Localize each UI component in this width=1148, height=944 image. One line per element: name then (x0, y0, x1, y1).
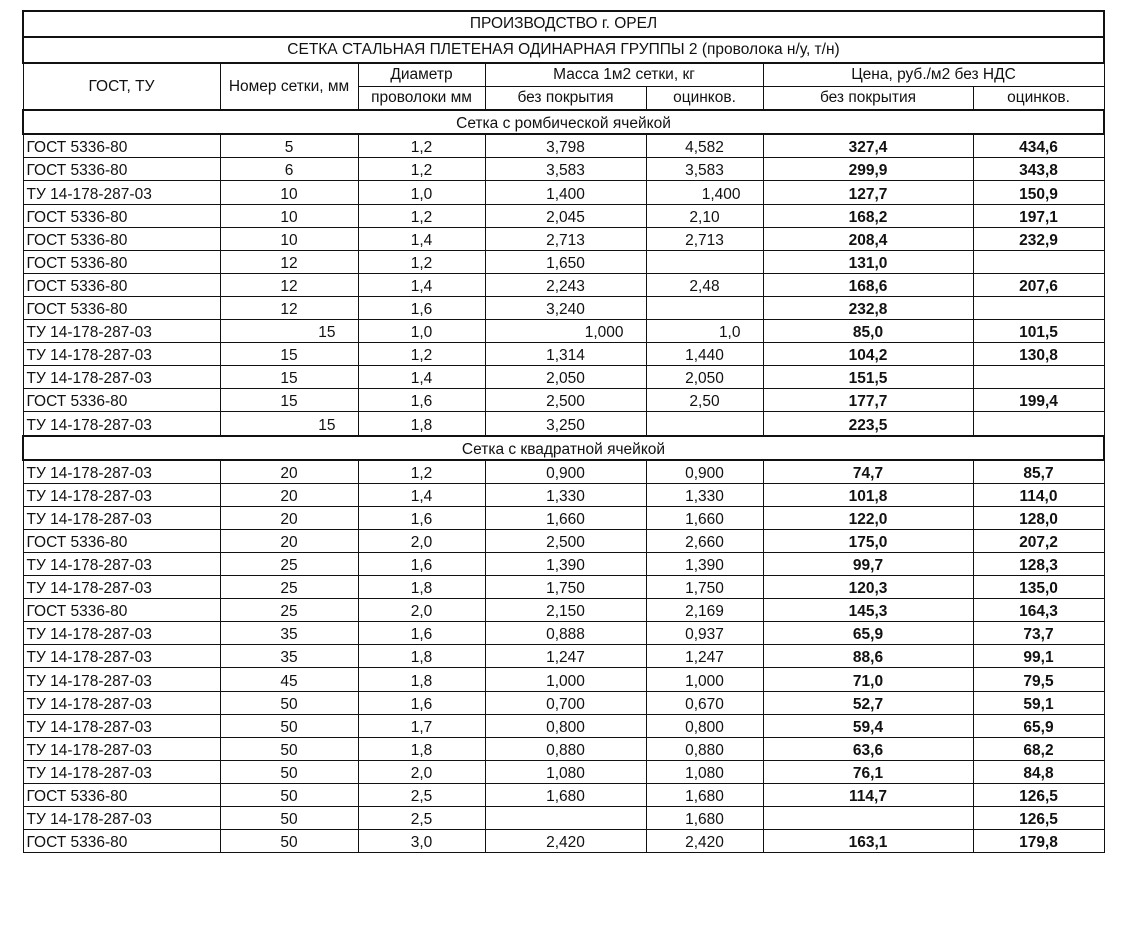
section-row (23, 110, 1104, 134)
cell-mass-plain: 2,243 (485, 273, 646, 296)
cell-mass-plain: 0,900 (485, 460, 646, 484)
cell-price-zinc: 59,1 (973, 691, 1104, 714)
cell-gost: ТУ 14-178-287-03 (23, 460, 220, 484)
cell-mass-plain: 3,583 (485, 158, 646, 181)
cell-wire-diameter: 1,6 (358, 506, 485, 529)
cell-wire-diameter: 1,4 (358, 483, 485, 506)
table-row (23, 273, 1104, 296)
cell-mesh-number: 50 (220, 760, 358, 783)
cell-price-plain: 232,8 (763, 296, 973, 319)
cell-price-zinc: 179,8 (973, 830, 1104, 853)
cell-price-zinc: 130,8 (973, 343, 1104, 366)
cell-mass-zinc: 1,0 (646, 320, 763, 343)
cell-mass-plain: 0,800 (485, 714, 646, 737)
cell-mass-zinc: 3,583 (646, 158, 763, 181)
cell-mass-zinc: 0,880 (646, 737, 763, 760)
cell-wire-diameter: 1,2 (358, 158, 485, 181)
cell-mesh-number: 12 (220, 250, 358, 273)
cell-price-zinc: 84,8 (973, 760, 1104, 783)
header-mass: Масса 1м2 сетки, кг (485, 63, 763, 87)
cell-mass-zinc: 2,050 (646, 366, 763, 389)
cell-price-zinc: 343,8 (973, 158, 1104, 181)
cell-mesh-number: 35 (220, 645, 358, 668)
cell-mesh-number: 20 (220, 460, 358, 484)
cell-mass-zinc: 2,169 (646, 599, 763, 622)
cell-wire-diameter: 1,7 (358, 714, 485, 737)
cell-wire-diameter: 1,2 (358, 250, 485, 273)
table-subtitle: СЕТКА СТАЛЬНАЯ ПЛЕТЕНАЯ ОДИНАРНАЯ ГРУППЫ 2 (проволока н/у, т/н) (23, 37, 1104, 63)
table-row (23, 134, 1104, 158)
cell-mesh-number: 50 (220, 783, 358, 806)
cell-price-plain: 208,4 (763, 227, 973, 250)
cell-price-plain: 168,2 (763, 204, 973, 227)
table-row (23, 783, 1104, 806)
cell-price-plain: 151,5 (763, 366, 973, 389)
cell-wire-diameter: 1,4 (358, 227, 485, 250)
table-row (23, 343, 1104, 366)
cell-mass-zinc: 1,330 (646, 483, 763, 506)
cell-wire-diameter: 1,8 (358, 645, 485, 668)
cell-mass-plain: 1,750 (485, 576, 646, 599)
cell-gost: ГОСТ 5336-80 (23, 227, 220, 250)
cell-mass-plain: 3,250 (485, 412, 646, 436)
table-row (23, 760, 1104, 783)
section-title: Сетка с квадратной ячейкой (23, 436, 1104, 460)
table-row (23, 691, 1104, 714)
cell-wire-diameter: 1,6 (358, 389, 485, 412)
cell-mass-zinc (646, 296, 763, 319)
cell-gost: ТУ 14-178-287-03 (23, 576, 220, 599)
cell-mass-plain: 3,240 (485, 296, 646, 319)
table-row (23, 599, 1104, 622)
cell-gost: ТУ 14-178-287-03 (23, 807, 220, 830)
cell-mesh-number: 50 (220, 807, 358, 830)
cell-mesh-number: 20 (220, 483, 358, 506)
table-row (23, 227, 1104, 250)
cell-wire-diameter: 1,8 (358, 737, 485, 760)
cell-mass-zinc: 1,750 (646, 576, 763, 599)
cell-price-plain: 223,5 (763, 412, 973, 436)
cell-price-plain: 99,7 (763, 552, 973, 575)
price-table (22, 10, 1105, 853)
cell-mass-zinc (646, 250, 763, 273)
table-row (23, 737, 1104, 760)
table-row (23, 460, 1104, 484)
cell-gost: ГОСТ 5336-80 (23, 134, 220, 158)
cell-mesh-number: 20 (220, 529, 358, 552)
cell-mass-plain: 1,247 (485, 645, 646, 668)
table-row (23, 181, 1104, 204)
table-row (23, 158, 1104, 181)
cell-price-plain: 327,4 (763, 134, 973, 158)
cell-mass-plain: 1,000 (485, 668, 646, 691)
table-row (23, 483, 1104, 506)
cell-wire-diameter: 1,8 (358, 412, 485, 436)
cell-price-zinc (973, 296, 1104, 319)
cell-wire-diameter: 3,0 (358, 830, 485, 853)
cell-gost: ГОСТ 5336-80 (23, 250, 220, 273)
header-mass-zinc: оцинков. (646, 87, 763, 111)
cell-mesh-number: 50 (220, 830, 358, 853)
cell-gost: ГОСТ 5336-80 (23, 204, 220, 227)
cell-price-plain: 104,2 (763, 343, 973, 366)
cell-mass-plain: 1,390 (485, 552, 646, 575)
cell-price-plain: 63,6 (763, 737, 973, 760)
cell-mass-plain: 0,880 (485, 737, 646, 760)
cell-gost: ТУ 14-178-287-03 (23, 412, 220, 436)
header-price: Цена, руб./м2 без НДС (763, 63, 1104, 87)
cell-price-zinc (973, 250, 1104, 273)
cell-mass-plain: 2,713 (485, 227, 646, 250)
cell-price-zinc: 101,5 (973, 320, 1104, 343)
cell-mass-zinc: 1,680 (646, 807, 763, 830)
cell-mesh-number: 15 (220, 366, 358, 389)
cell-price-plain: 59,4 (763, 714, 973, 737)
header-diameter: Диаметр (358, 63, 485, 87)
cell-mesh-number: 50 (220, 737, 358, 760)
cell-price-plain: 120,3 (763, 576, 973, 599)
cell-mass-zinc: 0,900 (646, 460, 763, 484)
cell-price-zinc: 197,1 (973, 204, 1104, 227)
cell-mesh-number: 15 (220, 412, 358, 436)
cell-wire-diameter: 1,6 (358, 691, 485, 714)
cell-price-zinc: 207,2 (973, 529, 1104, 552)
cell-gost: ТУ 14-178-287-03 (23, 181, 220, 204)
cell-gost: ТУ 14-178-287-03 (23, 668, 220, 691)
header-price-zinc: оцинков. (973, 87, 1104, 111)
cell-wire-diameter: 2,0 (358, 760, 485, 783)
table-title: ПРОИЗВОДСТВО г. ОРЕЛ (23, 11, 1104, 37)
cell-gost: ТУ 14-178-287-03 (23, 320, 220, 343)
cell-mass-plain: 1,330 (485, 483, 646, 506)
cell-price-plain: 177,7 (763, 389, 973, 412)
table-row (23, 622, 1104, 645)
cell-gost: ТУ 14-178-287-03 (23, 622, 220, 645)
cell-price-zinc: 199,4 (973, 389, 1104, 412)
table-row (23, 668, 1104, 691)
cell-mass-plain: 1,000 (485, 320, 646, 343)
header-gost: ГОСТ, ТУ (23, 63, 220, 110)
cell-mesh-number: 25 (220, 552, 358, 575)
cell-price-zinc: 99,1 (973, 645, 1104, 668)
table-row (23, 204, 1104, 227)
table-row (23, 714, 1104, 737)
cell-gost: ТУ 14-178-287-03 (23, 483, 220, 506)
cell-mass-plain: 0,700 (485, 691, 646, 714)
cell-price-plain: 175,0 (763, 529, 973, 552)
cell-mesh-number: 12 (220, 273, 358, 296)
cell-price-zinc: 126,5 (973, 807, 1104, 830)
cell-gost: ТУ 14-178-287-03 (23, 691, 220, 714)
cell-mass-plain: 2,150 (485, 599, 646, 622)
cell-mass-plain: 3,798 (485, 134, 646, 158)
cell-price-zinc: 114,0 (973, 483, 1104, 506)
table-row (23, 250, 1104, 273)
cell-mass-zinc: 0,670 (646, 691, 763, 714)
cell-mass-plain: 1,680 (485, 783, 646, 806)
cell-price-plain: 88,6 (763, 645, 973, 668)
cell-mass-plain: 1,400 (485, 181, 646, 204)
cell-mass-plain: 2,420 (485, 830, 646, 853)
cell-price-plain: 131,0 (763, 250, 973, 273)
cell-gost: ТУ 14-178-287-03 (23, 737, 220, 760)
cell-wire-diameter: 1,4 (358, 366, 485, 389)
cell-wire-diameter: 2,0 (358, 599, 485, 622)
cell-mass-zinc: 1,400 (646, 181, 763, 204)
cell-wire-diameter: 1,2 (358, 204, 485, 227)
cell-mass-plain: 2,050 (485, 366, 646, 389)
header-price-plain: без покрытия (763, 87, 973, 111)
title-row (23, 11, 1104, 37)
cell-mass-plain: 1,660 (485, 506, 646, 529)
cell-price-plain: 74,7 (763, 460, 973, 484)
cell-mesh-number: 6 (220, 158, 358, 181)
cell-mass-zinc: 1,440 (646, 343, 763, 366)
header-row-1 (23, 63, 1104, 87)
cell-mesh-number: 25 (220, 599, 358, 622)
cell-wire-diameter: 1,6 (358, 296, 485, 319)
table-row (23, 320, 1104, 343)
cell-wire-diameter: 1,2 (358, 343, 485, 366)
cell-price-plain: 101,8 (763, 483, 973, 506)
cell-price-zinc: 150,9 (973, 181, 1104, 204)
cell-mesh-number: 20 (220, 506, 358, 529)
cell-mass-zinc: 1,390 (646, 552, 763, 575)
cell-gost: ТУ 14-178-287-03 (23, 366, 220, 389)
cell-mesh-number: 15 (220, 320, 358, 343)
table-row (23, 552, 1104, 575)
cell-wire-diameter: 1,2 (358, 460, 485, 484)
cell-wire-diameter: 1,8 (358, 576, 485, 599)
cell-mass-zinc: 0,937 (646, 622, 763, 645)
cell-gost: ТУ 14-178-287-03 (23, 645, 220, 668)
cell-mass-plain: 1,650 (485, 250, 646, 273)
header-mesh-number: Номер сетки, мм (220, 63, 358, 110)
cell-mesh-number: 45 (220, 668, 358, 691)
cell-price-plain: 145,3 (763, 599, 973, 622)
cell-mesh-number: 12 (220, 296, 358, 319)
table-row (23, 366, 1104, 389)
cell-price-zinc: 68,2 (973, 737, 1104, 760)
cell-price-zinc: 164,3 (973, 599, 1104, 622)
cell-price-zinc: 434,6 (973, 134, 1104, 158)
cell-mesh-number: 5 (220, 134, 358, 158)
cell-price-zinc: 128,3 (973, 552, 1104, 575)
cell-mesh-number: 10 (220, 204, 358, 227)
header-mass-plain: без покрытия (485, 87, 646, 111)
cell-wire-diameter: 1,8 (358, 668, 485, 691)
cell-price-zinc: 65,9 (973, 714, 1104, 737)
cell-mesh-number: 10 (220, 181, 358, 204)
header-diameter-unit: проволоки мм (358, 87, 485, 111)
table-row (23, 645, 1104, 668)
table-row (23, 389, 1104, 412)
cell-wire-diameter: 1,2 (358, 134, 485, 158)
table-row (23, 830, 1104, 853)
cell-mass-plain: 2,500 (485, 529, 646, 552)
cell-wire-diameter: 1,4 (358, 273, 485, 296)
cell-price-plain: 65,9 (763, 622, 973, 645)
table-row (23, 576, 1104, 599)
cell-price-zinc: 79,5 (973, 668, 1104, 691)
cell-mesh-number: 15 (220, 389, 358, 412)
cell-wire-diameter: 1,6 (358, 552, 485, 575)
cell-price-plain: 76,1 (763, 760, 973, 783)
cell-mass-zinc: 1,680 (646, 783, 763, 806)
cell-gost: ТУ 14-178-287-03 (23, 760, 220, 783)
cell-mesh-number: 35 (220, 622, 358, 645)
section-title: Сетка с ромбической ячейкой (23, 110, 1104, 134)
cell-mesh-number: 10 (220, 227, 358, 250)
cell-price-zinc: 232,9 (973, 227, 1104, 250)
cell-price-zinc: 128,0 (973, 506, 1104, 529)
cell-mass-zinc: 2,48 (646, 273, 763, 296)
table-row (23, 296, 1104, 319)
section-row (23, 436, 1104, 460)
cell-price-plain: 71,0 (763, 668, 973, 691)
cell-price-plain: 299,9 (763, 158, 973, 181)
cell-price-plain: 114,7 (763, 783, 973, 806)
cell-gost: ГОСТ 5336-80 (23, 783, 220, 806)
cell-mass-zinc: 2,50 (646, 389, 763, 412)
cell-price-zinc (973, 366, 1104, 389)
table-row (23, 506, 1104, 529)
cell-mesh-number: 50 (220, 691, 358, 714)
cell-price-zinc (973, 412, 1104, 436)
price-table-body (23, 11, 1104, 853)
cell-price-plain: 163,1 (763, 830, 973, 853)
cell-mass-plain: 2,045 (485, 204, 646, 227)
cell-gost: ГОСТ 5336-80 (23, 296, 220, 319)
cell-price-zinc: 135,0 (973, 576, 1104, 599)
cell-mass-plain: 2,500 (485, 389, 646, 412)
cell-mass-plain: 1,080 (485, 760, 646, 783)
cell-mass-zinc: 2,660 (646, 529, 763, 552)
cell-mass-zinc: 0,800 (646, 714, 763, 737)
cell-mass-plain (485, 807, 646, 830)
cell-price-plain: 122,0 (763, 506, 973, 529)
cell-price-plain (763, 807, 973, 830)
cell-gost: ТУ 14-178-287-03 (23, 506, 220, 529)
cell-mass-zinc: 1,080 (646, 760, 763, 783)
cell-price-zinc: 207,6 (973, 273, 1104, 296)
cell-wire-diameter: 1,6 (358, 622, 485, 645)
cell-gost: ГОСТ 5336-80 (23, 389, 220, 412)
cell-wire-diameter: 1,0 (358, 320, 485, 343)
cell-gost: ГОСТ 5336-80 (23, 158, 220, 181)
subtitle-row (23, 37, 1104, 63)
cell-wire-diameter: 2,0 (358, 529, 485, 552)
cell-mass-plain: 0,888 (485, 622, 646, 645)
cell-mesh-number: 50 (220, 714, 358, 737)
cell-wire-diameter: 1,0 (358, 181, 485, 204)
table-row (23, 807, 1104, 830)
cell-mass-zinc: 2,10 (646, 204, 763, 227)
cell-mesh-number: 25 (220, 576, 358, 599)
cell-gost: ГОСТ 5336-80 (23, 273, 220, 296)
cell-price-zinc: 73,7 (973, 622, 1104, 645)
cell-wire-diameter: 2,5 (358, 783, 485, 806)
cell-gost: ТУ 14-178-287-03 (23, 552, 220, 575)
cell-mass-zinc: 2,420 (646, 830, 763, 853)
cell-price-zinc: 126,5 (973, 783, 1104, 806)
cell-gost: ТУ 14-178-287-03 (23, 714, 220, 737)
cell-mesh-number: 15 (220, 343, 358, 366)
cell-price-plain: 127,7 (763, 181, 973, 204)
cell-gost: ГОСТ 5336-80 (23, 599, 220, 622)
cell-price-plain: 85,0 (763, 320, 973, 343)
cell-mass-zinc: 4,582 (646, 134, 763, 158)
cell-mass-zinc: 1,660 (646, 506, 763, 529)
cell-mass-zinc: 1,247 (646, 645, 763, 668)
cell-gost: ГОСТ 5336-80 (23, 830, 220, 853)
cell-price-plain: 168,6 (763, 273, 973, 296)
cell-price-plain: 52,7 (763, 691, 973, 714)
table-row (23, 412, 1104, 436)
cell-price-zinc: 85,7 (973, 460, 1104, 484)
table-row (23, 529, 1104, 552)
cell-gost: ГОСТ 5336-80 (23, 529, 220, 552)
cell-mass-zinc (646, 412, 763, 436)
cell-mass-zinc: 2,713 (646, 227, 763, 250)
cell-mass-plain: 1,314 (485, 343, 646, 366)
cell-mass-zinc: 1,000 (646, 668, 763, 691)
cell-gost: ТУ 14-178-287-03 (23, 343, 220, 366)
cell-wire-diameter: 2,5 (358, 807, 485, 830)
